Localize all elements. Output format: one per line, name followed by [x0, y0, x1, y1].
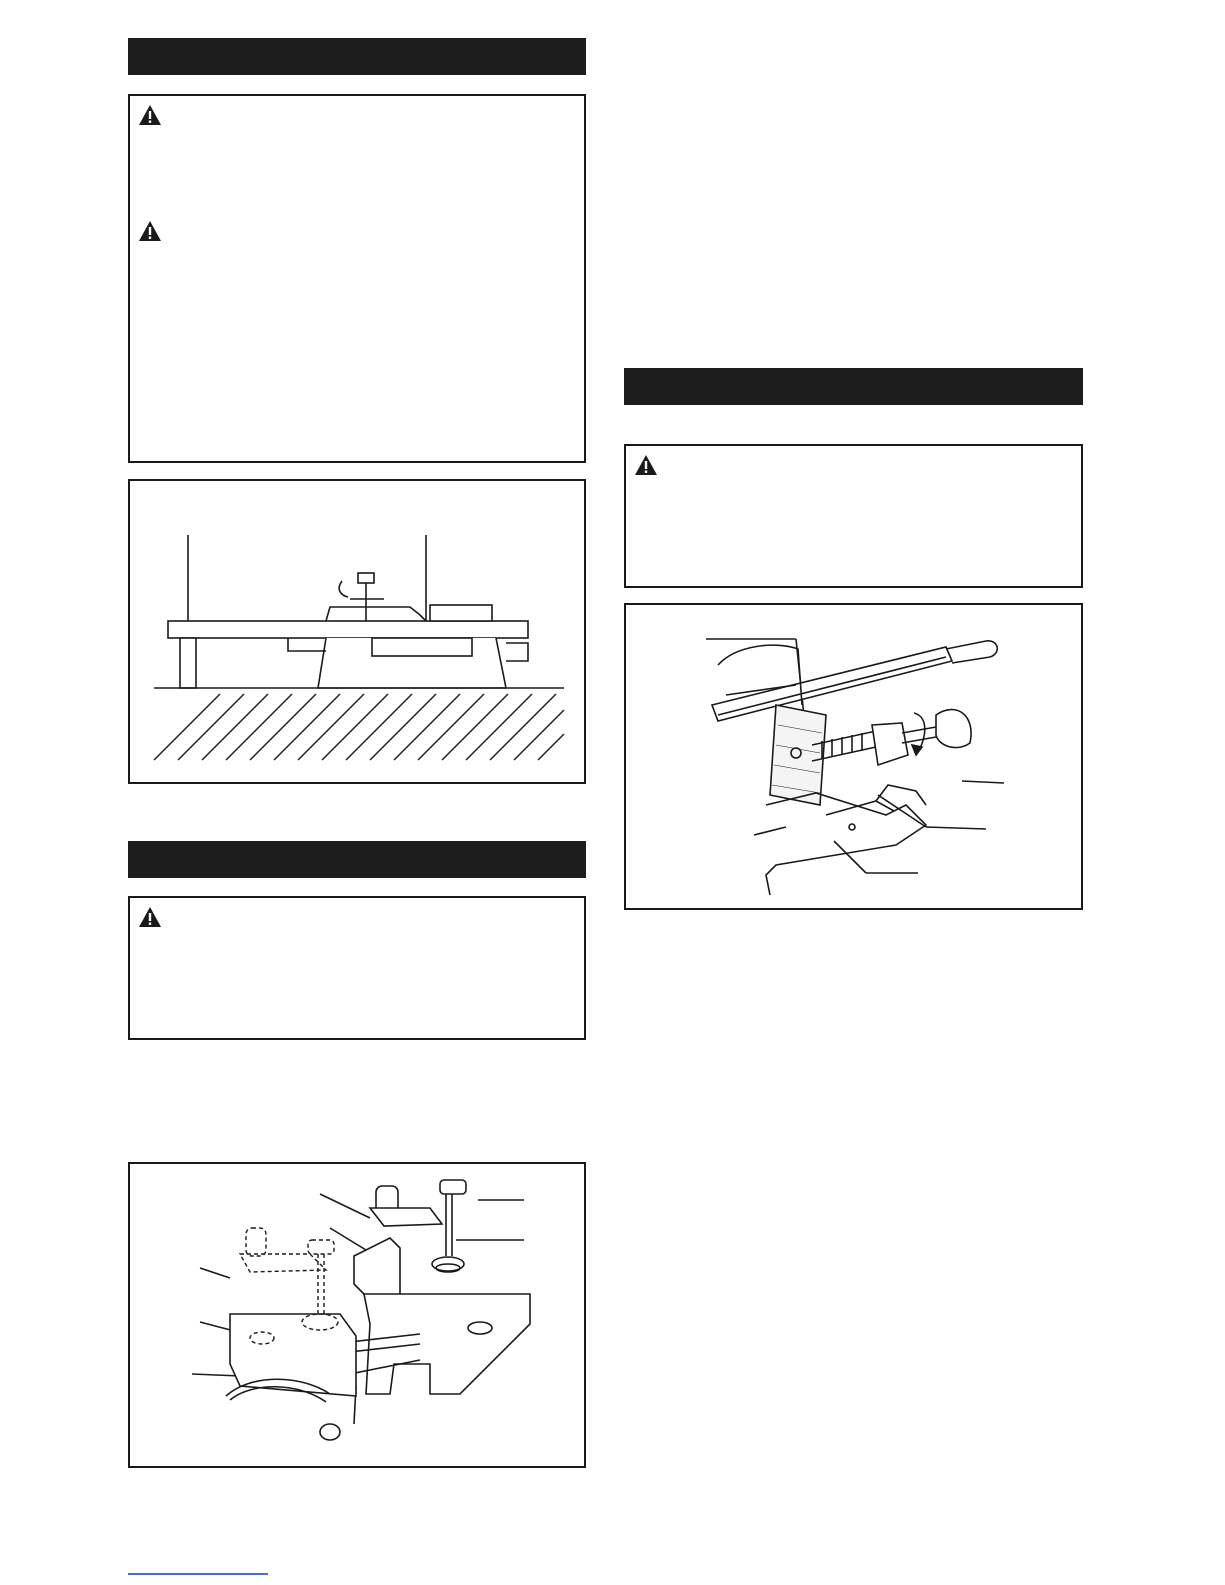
warning-box-1 — [128, 94, 586, 463]
warning-triangle-icon — [138, 104, 162, 126]
figure-box-horizontal-vise — [624, 603, 1083, 910]
warning-triangle-icon — [634, 454, 658, 476]
saw-on-bench-illustration — [130, 481, 584, 782]
section-header-bar-1 — [128, 38, 586, 75]
warning-box-2 — [128, 896, 586, 1040]
footer-link-underline[interactable] — [128, 1573, 268, 1575]
warning-triangle-icon — [138, 906, 162, 928]
warning-box-3 — [624, 444, 1083, 588]
warning-triangle-icon — [138, 220, 162, 242]
section-header-bar-2 — [128, 841, 586, 878]
section-header-bar-3 — [624, 368, 1083, 405]
vertical-vise-illustration — [130, 1164, 584, 1466]
figure-box-saw-on-bench — [128, 479, 586, 784]
horizontal-vise-illustration — [626, 605, 1081, 908]
figure-box-vertical-vise — [128, 1162, 586, 1468]
